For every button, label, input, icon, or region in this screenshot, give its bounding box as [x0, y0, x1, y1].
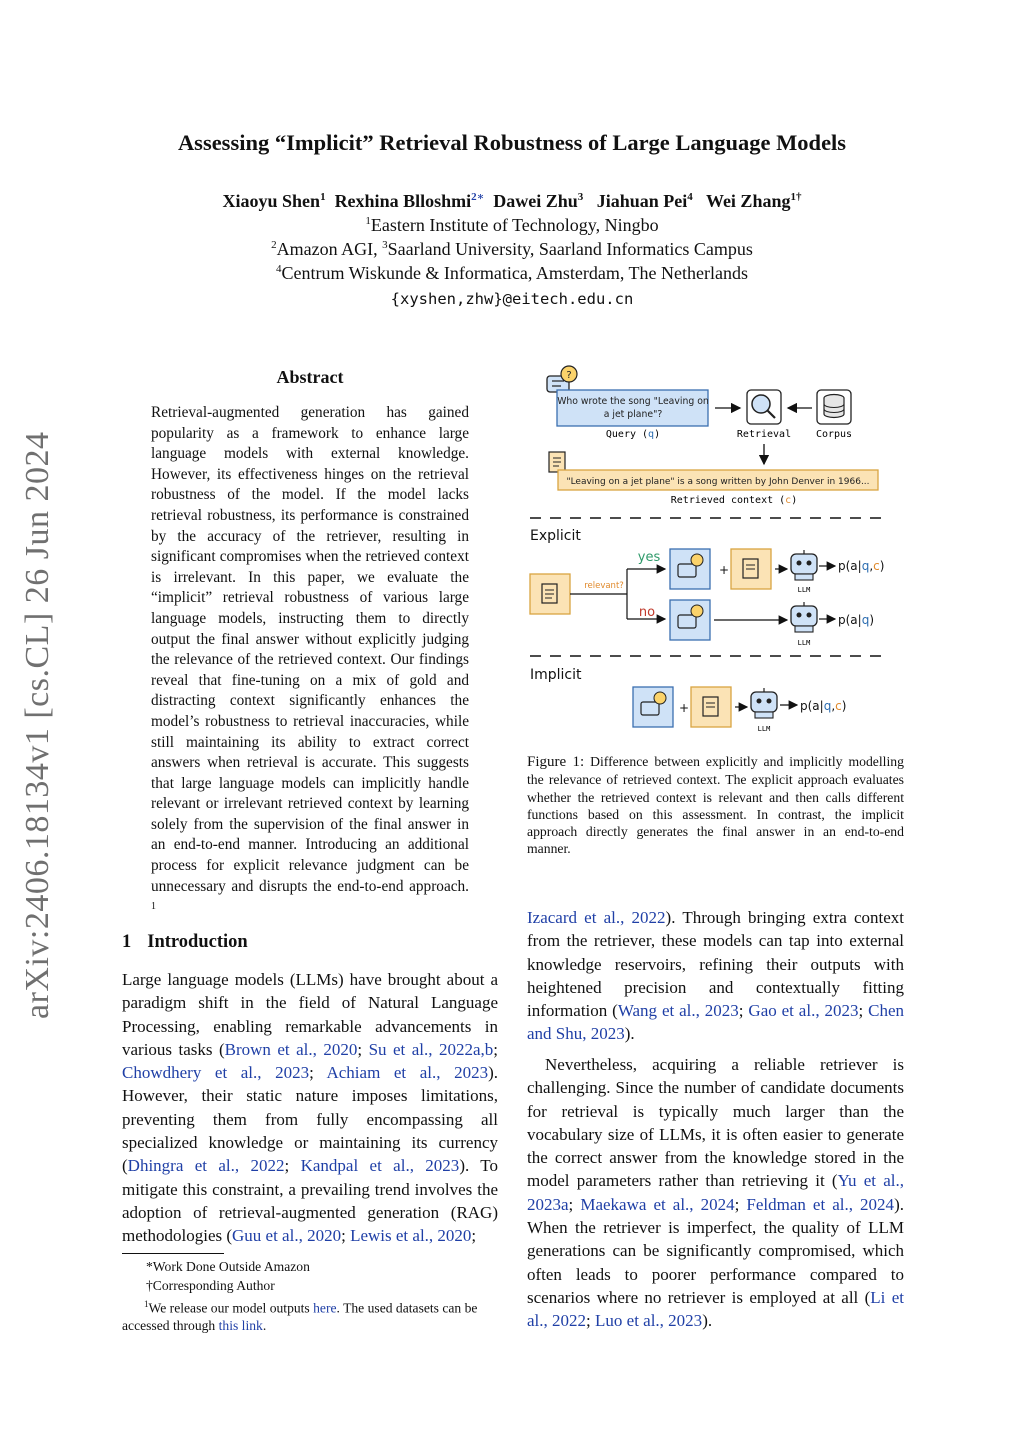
citation-link[interactable]: Gao et al., 2023	[748, 1001, 859, 1021]
magnifier-icon	[747, 390, 781, 424]
aff-text: Saarland University, Saarland Informatics Campus	[387, 239, 753, 259]
formula-run: p(a|	[838, 613, 862, 627]
right-paragraph-2	[527, 1053, 904, 1333]
author-sup: 1†	[790, 191, 802, 203]
text-run: ;	[309, 1063, 327, 1083]
plus-sign: +	[719, 563, 730, 577]
context-label	[671, 495, 797, 506]
text-run: ). Through bringing extra context from the retriever, these models can tap into external knowledge reservoirs, refining their outputs with heightened precision and contextually fitting information (	[527, 908, 904, 1021]
text-run: ;	[284, 1156, 301, 1176]
outputs-link[interactable]: here	[313, 1300, 337, 1316]
aff-sup: 4	[276, 263, 282, 275]
llm-label: LLM	[797, 639, 811, 647]
caption-text: Difference between explicitly and implicitly modelling the relevance of retrieved context. The explicit approach evaluates whether the retrieved context is relevant and then calls different functions based on this assessment. In contrast, the implicit approach directly generates the final answer in an end-to-end manner.	[527, 754, 904, 857]
formula-q: q	[861, 613, 870, 627]
formula-run: )	[879, 559, 885, 573]
footnote-text: . The used datasets can be accessed through	[122, 1300, 478, 1333]
explicit-label: Explicit	[530, 528, 581, 544]
robot-icon	[791, 550, 817, 580]
affiliation-1	[0, 215, 1024, 236]
text-run: ).	[624, 1024, 635, 1044]
citation-link[interactable]: Brown et al., 2020	[224, 1039, 358, 1059]
label-run: Retrieved context (	[670, 495, 786, 506]
aff-sup: 3	[382, 239, 388, 251]
plus-sign: +	[679, 701, 690, 715]
affiliation-2	[0, 239, 1024, 260]
text-run: ). However, their static nature imposes limitations, preventing them from fully encompassing all specialized knowledge or maintaining its currency (	[122, 1063, 498, 1176]
corpus-label: Corpus	[815, 429, 853, 440]
footnote-text: .	[262, 1317, 267, 1333]
formula-q: q	[823, 699, 832, 713]
text-run: ;	[738, 1001, 749, 1021]
formula-run: )	[869, 613, 875, 627]
citation-link[interactable]: Lewis et al., 2020	[350, 1226, 472, 1246]
output-formula	[838, 559, 884, 573]
footnote-mark[interactable]: 1	[151, 901, 156, 913]
author-name: Rexhina Blloshmi	[334, 191, 472, 211]
footnote-rule	[122, 1253, 224, 1254]
aff-sup: 2	[271, 239, 277, 251]
relevant-label: relevant?	[584, 581, 624, 591]
citation-link[interactable]: Yu et al., 2023a	[527, 1171, 904, 1214]
formula-run: ,	[869, 559, 874, 573]
paper-title: Assessing “Implicit” Retrieval Robustness of Large Language Models	[177, 130, 847, 155]
text-run: ).	[702, 1311, 713, 1331]
robot-icon	[751, 688, 777, 718]
implicit-label: Implicit	[530, 667, 582, 683]
yes-label: yes	[637, 550, 661, 565]
no-label: no	[638, 605, 656, 620]
author-sup: 1	[320, 191, 326, 203]
datasets-link[interactable]: this link	[218, 1317, 263, 1333]
figure-1-diagram	[525, 360, 905, 745]
footnote-text: We release our model outputs	[148, 1300, 314, 1316]
formula-q: q	[861, 559, 870, 573]
query-chat-icon	[547, 366, 577, 392]
author-name: Xiaoyu Shen	[222, 191, 321, 211]
abstract-body: Retrieval-augmented generation has gained popularity as a framework to enhance large language models with external knowledge. However, its effectiveness hinges on the retrieval robustness of the model. If the model lacks retrieval robustness, its performance is constrained by the accuracy of the retriever, resulting in significant compromises when the retrieved context is irrelevant. In this paper, we evaluate the “implicit” retrieval robustness of various large language models, instructing them to directly output the final answer without explicitly judging the relevance of the retrieved context. Our findings reveal that fine-tuning on a mix of gold and distracting context significantly enhances the model’s robustness to retrieval inaccuracies, while still maintaining its ability to extract correct answers when retrieval is accurate. This suggests that large language models can implicitly handle relevant or irrelevant retrieved context by learning solely from the supervision of the final answer in an end-to-end manner. Introducing an additional process for explicit relevance judgment can be unnecessary and disrupts the end-to-end approach.	[151, 404, 469, 895]
citation-link[interactable]: Chowdhery et al., 2023	[122, 1063, 310, 1083]
citation-link[interactable]: Wang et al., 2023	[617, 1001, 739, 1021]
text-run: ;	[341, 1226, 351, 1246]
text-run: ;	[471, 1226, 477, 1246]
author-name: Jiahuan Pei	[596, 191, 688, 211]
citation-link[interactable]: Su et al., 2022a,b	[368, 1039, 494, 1059]
aff-sup: 1	[365, 215, 371, 227]
aff-text: Amazon AGI,	[276, 239, 383, 259]
citation-link[interactable]: Achiam et al., 2023	[326, 1063, 489, 1083]
label-c: c	[785, 495, 792, 506]
svg-text:?: ?	[566, 370, 572, 381]
formula-run: ,	[831, 699, 836, 713]
citation-link[interactable]: Li et al., 2022	[527, 1287, 904, 1331]
footnote-2	[122, 1277, 498, 1294]
footnote-1	[122, 1258, 498, 1275]
author-sup: 3	[577, 191, 584, 203]
intro-paragraph	[122, 968, 498, 1248]
text-run: ;	[568, 1194, 581, 1214]
text-run: Nevertheless, acquiring a reliable retriever is challenging. Since the number of candidate documents for retrieval is typically much larger than the vocabulary size of LLMs, it is often easier to generate the correct answer from the knowledge stored in the model parameters rather than retrieving it (	[527, 1055, 904, 1191]
contact-email[interactable]: {xyshen,zhw}@eitech.edu.cn	[390, 290, 634, 308]
text-run: Large language models (LLMs) have brought about a paradigm shift in the field of Natural Language Processing, enabling remarkable advancements in various tasks (	[122, 970, 498, 1059]
formula-run: )	[841, 699, 847, 713]
query-text-2: a jet plane"?	[603, 409, 663, 420]
arxiv-stamp: arXiv:2406.18134v1 [cs.CL] 26 Jun 2024	[19, 431, 56, 1019]
text-run: ;	[357, 1039, 369, 1059]
text-run: ). To mitigate this constraint, a prevailing trend involves the adoption of retrieval-augmented generation (RAG) methodologies (	[122, 1156, 498, 1246]
document-icon	[549, 452, 565, 472]
footnote-mark: 1	[144, 1299, 149, 1309]
author-sup: 4	[687, 191, 693, 203]
formula-c: c	[873, 559, 880, 573]
document-icon	[542, 584, 557, 603]
formula-run: p(a|	[800, 699, 824, 713]
citation-link[interactable]: Izacard et al., 2022	[527, 908, 666, 927]
author-sup: 2∗	[471, 191, 485, 203]
caption-label: Figure 1:	[527, 754, 585, 770]
database-icon	[817, 390, 851, 424]
author-list	[0, 190, 1024, 212]
citation-link[interactable]: Feldman et al., 2024	[746, 1194, 895, 1214]
citation-link[interactable]: Chen and Shu, 2023	[527, 1001, 904, 1044]
formula-c: c	[835, 699, 842, 713]
output-formula	[838, 613, 874, 627]
section-heading	[122, 932, 264, 953]
abstract-text	[151, 403, 469, 922]
footnote-text: †Corresponding Author	[146, 1278, 275, 1293]
text-run: ;	[734, 1194, 747, 1214]
citation-link[interactable]: Dhingra et al., 2022	[127, 1156, 285, 1176]
retrieval-label: Retrieval	[736, 429, 792, 440]
right-paragraph-1	[527, 906, 904, 1046]
context-text: "Leaving on a jet plane" is a song written by John Denver in 1966...	[566, 477, 870, 487]
label-q: q	[648, 429, 655, 440]
abstract-heading: Abstract	[276, 367, 344, 387]
footnote-text: *Work Done Outside Amazon	[146, 1259, 310, 1274]
author-name: Dawei Zhu	[493, 191, 578, 211]
label-run: Query (	[605, 429, 649, 440]
llm-label: LLM	[797, 586, 811, 594]
footnote-3	[122, 1296, 498, 1334]
text-run: ;	[493, 1039, 498, 1059]
text-run: ). When the retriever is imperfect, the quality of LLM generations can be significantly compromised, which often leads to poorer performance compared to scenarios where no retriever is employed at all (	[527, 1194, 904, 1307]
citation-link[interactable]: Guu et al., 2020	[232, 1226, 342, 1246]
citation-link[interactable]: Luo et al., 2023	[595, 1311, 703, 1331]
author-name: Wei Zhang	[705, 191, 791, 211]
query-label	[606, 429, 660, 440]
section-number: 1	[122, 932, 132, 952]
llm-label: LLM	[757, 725, 771, 733]
citation-link[interactable]: Kandpal et al., 2023	[300, 1156, 460, 1176]
figure-caption	[527, 753, 904, 858]
robot-icon	[791, 602, 817, 632]
document-icon	[703, 697, 718, 716]
aff-text: Eastern Institute of Technology, Ningbo	[370, 215, 659, 235]
affiliation-3	[0, 263, 1024, 284]
aff-text: Centrum Wiskunde & Informatica, Amsterdam, The Netherlands	[281, 263, 748, 283]
formula-run: p(a|	[838, 559, 862, 573]
document-icon	[743, 559, 758, 578]
output-formula	[800, 699, 846, 713]
text-run: ;	[586, 1311, 596, 1331]
citation-link[interactable]: Maekawa et al., 2024	[580, 1194, 735, 1214]
text-run: ;	[858, 1001, 869, 1021]
label-run: )	[791, 495, 798, 506]
section-title: Introduction	[147, 932, 248, 952]
label-run: )	[654, 429, 661, 440]
query-text-1: Who wrote the song "Leaving on	[557, 396, 709, 407]
